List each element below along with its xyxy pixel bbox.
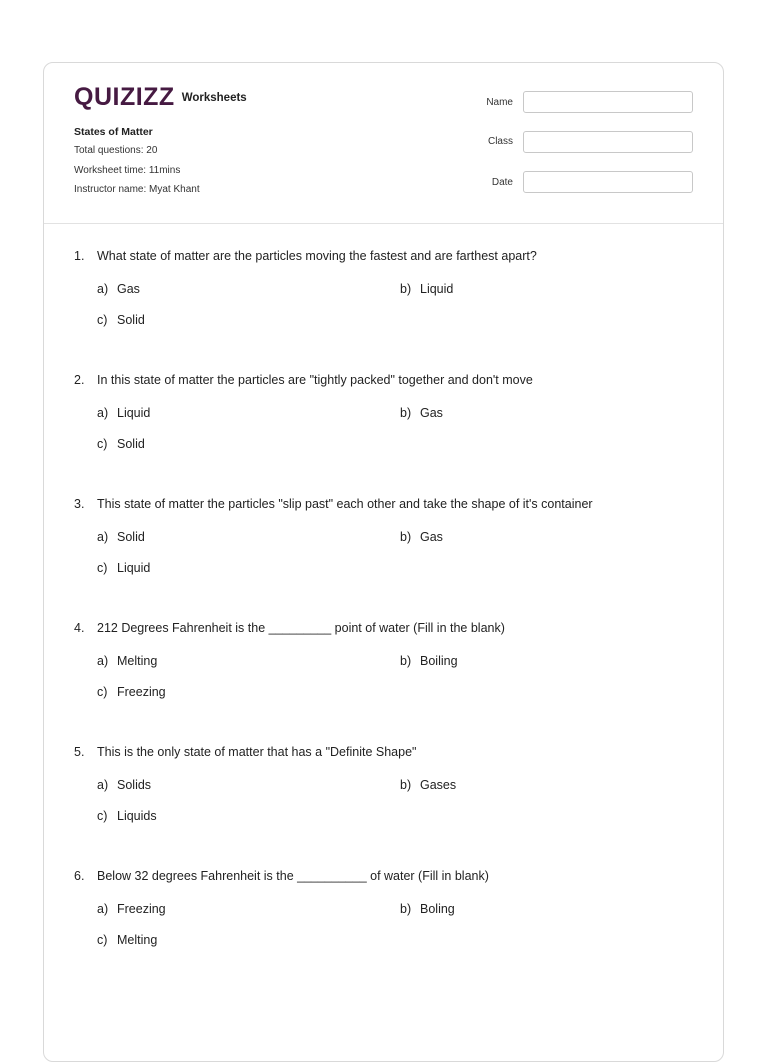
option-text: Liquid [117, 561, 151, 575]
option [400, 654, 458, 668]
option-letter: b) [400, 530, 412, 544]
option [400, 406, 443, 420]
worksheet-header [44, 63, 723, 224]
option-text: Gases [420, 778, 457, 792]
option-letter: c) [97, 685, 108, 699]
question [74, 497, 694, 600]
option-text: Boiling [420, 654, 458, 668]
question [74, 621, 694, 724]
question-number: 3. [74, 497, 85, 511]
option-letter: c) [97, 313, 108, 327]
instructor-name: Instructor name: Myat Khant [74, 184, 200, 195]
question-text-line [74, 373, 694, 387]
option-letter: a) [97, 406, 109, 420]
date-label: Date [491, 177, 513, 188]
class-label: Class [487, 136, 513, 147]
question-text-line [74, 869, 694, 883]
worksheet-title: States of Matter [74, 126, 153, 138]
option-letter: a) [97, 902, 109, 916]
question-number: 6. [74, 869, 85, 883]
question-text: What state of matter are the particles moving the fastest and are farthest apart? [97, 249, 537, 263]
logo-suffix: Worksheets [181, 91, 247, 104]
option [97, 778, 151, 792]
options [97, 778, 694, 848]
worksheet-time: Worksheet time: 11mins [74, 165, 181, 176]
question-text-line [74, 745, 694, 759]
question-text: Below 32 degrees Fahrenheit is the __________ of water (Fill in blank) [97, 869, 489, 883]
question [74, 373, 694, 476]
name-field[interactable] [523, 91, 693, 113]
question [74, 745, 694, 848]
question-text: This is the only state of matter that has a "Definite Shape" [97, 745, 417, 759]
option-text: Melting [117, 654, 158, 668]
brand [74, 85, 247, 110]
option-text: Liquid [117, 406, 151, 420]
question-number: 1. [74, 249, 85, 263]
question-text-line [74, 621, 694, 635]
option-letter: a) [97, 282, 109, 296]
option [97, 561, 150, 575]
option-letter: a) [97, 530, 109, 544]
question-text-line [74, 249, 694, 263]
question-text: 212 Degrees Fahrenheit is the _________ point of water (Fill in the blank) [97, 621, 505, 635]
option [97, 933, 157, 947]
option-letter: c) [97, 561, 108, 575]
option [97, 530, 145, 544]
option-letter: b) [400, 282, 412, 296]
option [97, 437, 145, 451]
option [400, 282, 453, 296]
option [97, 406, 150, 420]
worksheet-card [43, 62, 724, 1062]
option-letter: b) [400, 654, 412, 668]
option [400, 530, 443, 544]
option-text: Gas [420, 406, 443, 420]
option-text: Liquid [420, 282, 454, 296]
option-letter: b) [400, 902, 412, 916]
question-text: This state of matter the particles "slip past" each other and take the shape of it's container [97, 497, 593, 511]
option-text: Solid [117, 530, 145, 544]
option [97, 685, 166, 699]
option [400, 902, 455, 916]
total-questions: Total questions: 20 [74, 145, 158, 156]
option [97, 902, 166, 916]
option-letter: c) [97, 933, 108, 947]
option-text: Solid [117, 313, 145, 327]
option-text: Melting [117, 933, 158, 947]
option-text: Gas [420, 530, 443, 544]
option-letter: b) [400, 406, 412, 420]
options [97, 530, 694, 600]
options [97, 406, 694, 476]
option [97, 282, 140, 296]
option-text: Boling [420, 902, 455, 916]
options [97, 654, 694, 724]
option [97, 809, 157, 823]
question-number: 2. [74, 373, 85, 387]
question-number: 5. [74, 745, 85, 759]
option-letter: c) [97, 809, 108, 823]
option-text: Solids [117, 778, 152, 792]
option-text: Solid [117, 437, 145, 451]
option [400, 778, 456, 792]
options [97, 282, 694, 352]
question [74, 869, 694, 972]
question-text-line [74, 497, 694, 511]
option-text: Freezing [117, 902, 166, 916]
question [74, 249, 694, 352]
option-letter: c) [97, 437, 108, 451]
date-field[interactable] [523, 171, 693, 193]
option-text: Liquids [117, 809, 157, 823]
option-letter: a) [97, 654, 109, 668]
quizizz-logo: QUIZIZZ [74, 83, 175, 111]
question-number: 4. [74, 621, 85, 635]
option [97, 654, 157, 668]
option-letter: a) [97, 778, 109, 792]
question-text: In this state of matter the particles are "tightly packed" together and don't move [97, 373, 533, 387]
option-text: Gas [117, 282, 140, 296]
class-field[interactable] [523, 131, 693, 153]
option-letter: b) [400, 778, 412, 792]
option-text: Freezing [117, 685, 166, 699]
option [97, 313, 145, 327]
options [97, 902, 694, 972]
name-label: Name [486, 97, 513, 108]
